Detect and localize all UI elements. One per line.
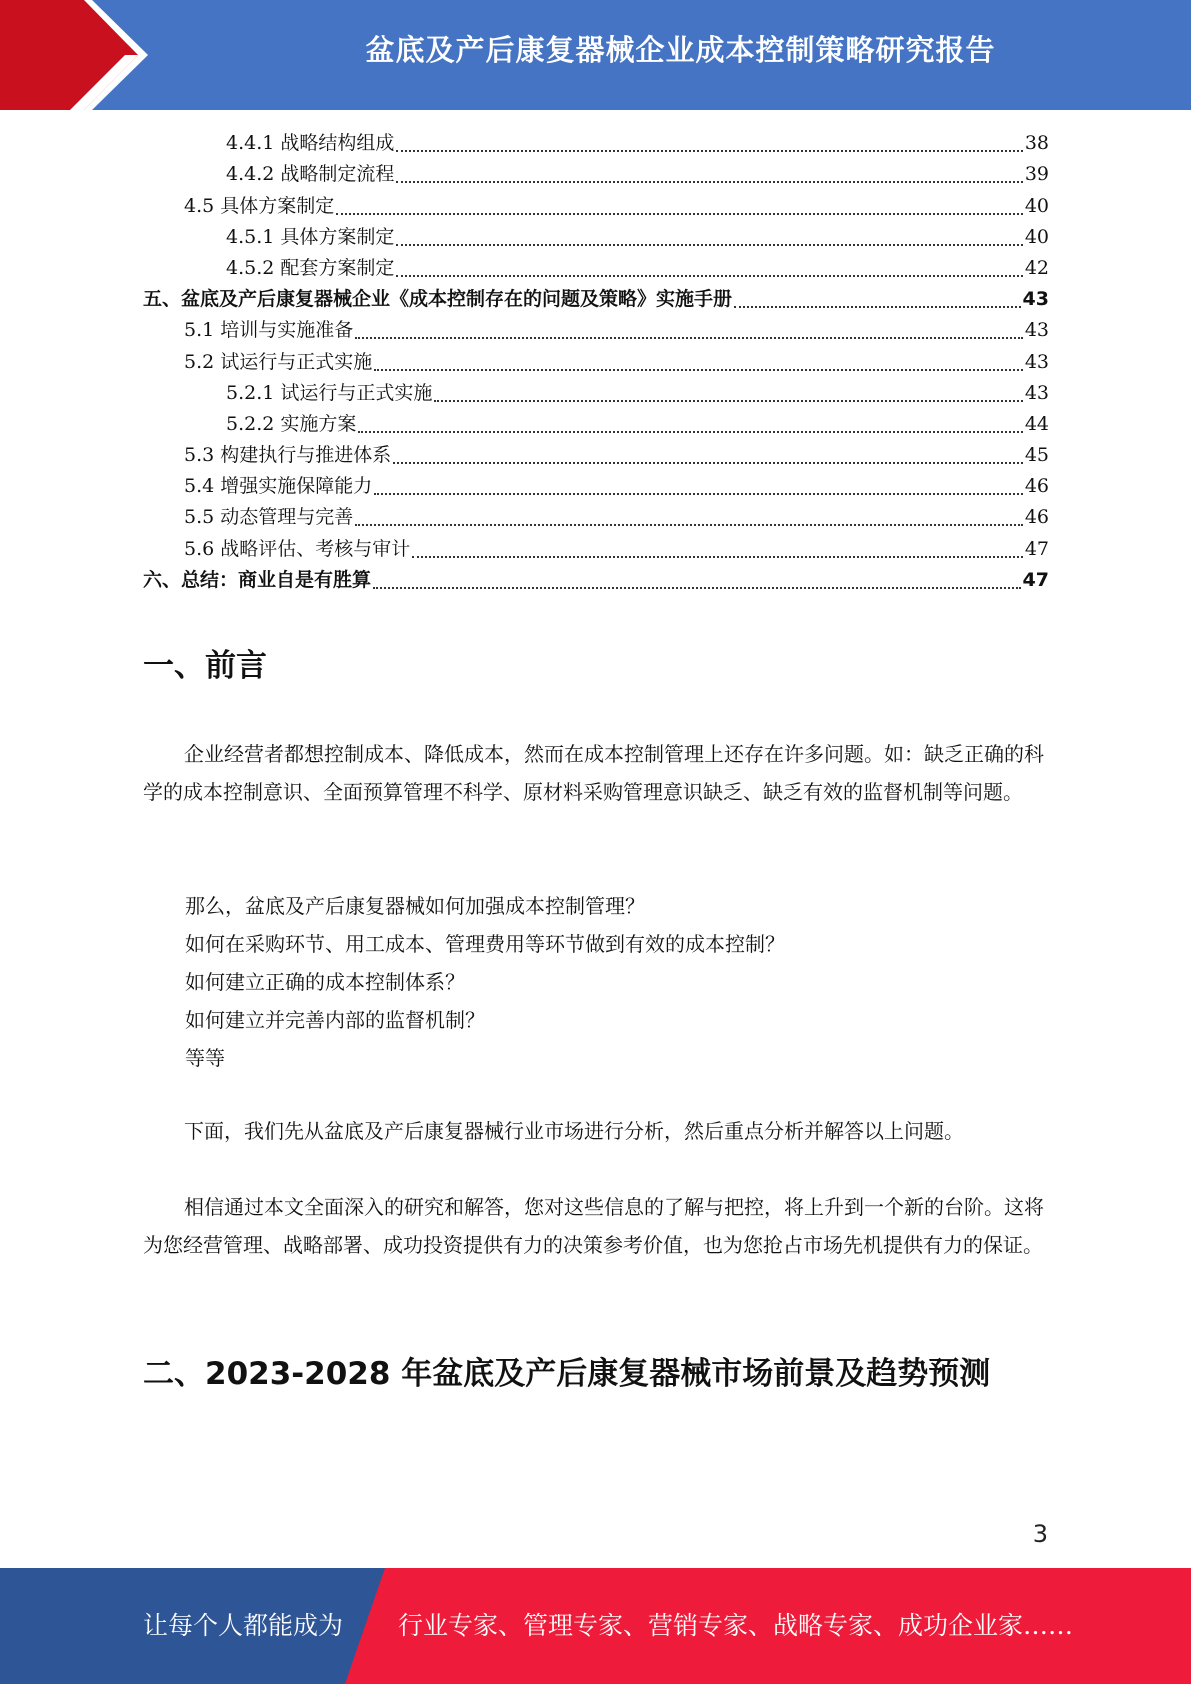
toc-leader-dots [396, 271, 1022, 277]
footer-slogan-left: 让每个人都能成为 [143, 1611, 344, 1640]
toc-leader-dots [393, 458, 1023, 464]
toc-leader-dots [412, 552, 1023, 558]
table-of-contents [143, 128, 1049, 596]
toc-entry-label: 五、盆底及产后康复器械企业《成本控制存在的问题及策略》实施手册 [143, 288, 733, 311]
toc-leader-dots [734, 302, 1021, 308]
question-etc: 等等 [185, 1046, 225, 1070]
toc-entry-page: 46 [1024, 506, 1049, 529]
toc-entry-label: 4.5.2 配套方案制定 [226, 256, 395, 279]
toc-entry-page: 39 [1024, 163, 1049, 186]
toc-entry[interactable] [143, 565, 1049, 596]
toc-entry-label: 5.2 试运行与正式实施 [184, 350, 373, 373]
toc-entry-page: 43 [1024, 381, 1049, 404]
question-2: 如何在采购环节、用工成本、管理费用等环节做到有效的成本控制？ [185, 932, 785, 956]
footer-slogan-right: 行业专家、管理专家、营销专家、战略专家、成功企业家…… [398, 1611, 1074, 1640]
toc-entry-page: 46 [1024, 475, 1049, 498]
toc-leader-dots [396, 240, 1022, 246]
toc-entry-label: 5.2.2 实施方案 [226, 412, 357, 435]
toc-entry-page: 40 [1024, 225, 1049, 248]
preface-paragraph-3: 相信通过本文全面深入的研究和解答，您对这些信息的了解与把控，将上升到一个新的台阶。这将为您经营管理、战略部署、成功投资提供有力的决策参考价值，也为您抢占市场先机提供有力的保证。 [143, 1195, 1044, 1257]
toc-entry-label: 5.3 构建执行与推进体系 [184, 444, 392, 467]
report-title: 盆底及产后康复器械企业成本控制策略研究报告 [365, 33, 996, 67]
toc-entry-label: 六、总结：商业自是有胜算 [143, 568, 372, 591]
page-footer [0, 1568, 1191, 1684]
toc-leader-dots [396, 177, 1022, 183]
toc-entry[interactable] [143, 315, 1049, 346]
toc-entry[interactable] [143, 533, 1049, 564]
page-number: 3 [1032, 1520, 1048, 1548]
toc-leader-dots [336, 209, 1023, 215]
toc-entry-label: 5.4 增强实施保障能力 [184, 475, 373, 498]
question-3: 如何建立正确的成本控制体系？ [185, 970, 465, 994]
section-heading-preface: 一、前言 [143, 648, 267, 684]
toc-leader-dots [373, 583, 1021, 589]
toc-leader-dots [434, 396, 1022, 402]
section-heading-market-forecast: 二、2023-2028 年盆底及产后康复器械市场前景及趋势预测 [143, 1356, 991, 1392]
toc-entry-label: 5.6 战略评估、考核与审计 [184, 537, 411, 560]
toc-entry-label: 4.5.1 具体方案制定 [226, 225, 395, 248]
toc-entry[interactable] [143, 471, 1049, 502]
toc-entry-page: 40 [1024, 194, 1049, 217]
toc-entry[interactable] [143, 159, 1049, 190]
toc-entry[interactable] [143, 346, 1049, 377]
toc-entry-page: 43 [1024, 319, 1049, 342]
toc-entry-page: 45 [1024, 444, 1049, 467]
toc-entry-label: 5.2.1 试运行与正式实施 [226, 381, 433, 404]
toc-leader-dots [358, 427, 1022, 433]
toc-leader-dots [374, 365, 1023, 371]
toc-leader-dots [396, 146, 1022, 152]
toc-entry-page: 47 [1024, 537, 1049, 560]
toc-entry[interactable] [143, 440, 1049, 471]
toc-leader-dots [355, 520, 1023, 526]
page-header [0, 0, 1191, 110]
toc-entry-label: 4.5 具体方案制定 [184, 194, 335, 217]
toc-entry-page: 42 [1024, 256, 1049, 279]
question-1: 那么，盆底及产后康复器械如何加强成本控制管理？ [185, 894, 645, 918]
header-red-chevron [0, 0, 150, 110]
toc-entry-label: 4.4.1 战略结构组成 [226, 132, 395, 155]
question-4: 如何建立并完善内部的监督机制？ [185, 1008, 485, 1032]
preface-paragraph-1: 企业经营者都想控制成本、降低成本，然而在成本控制管理上还存在许多问题。如：缺乏正确的科学的成本控制意识、全面预算管理不科学、原材料采购管理意识缺乏、缺乏有效的监督机制等问题。 [143, 742, 1044, 804]
toc-entry[interactable] [143, 502, 1049, 533]
toc-entry[interactable] [143, 378, 1049, 409]
toc-entry[interactable] [143, 128, 1049, 159]
toc-leader-dots [374, 489, 1023, 495]
toc-entry-page: 38 [1024, 132, 1049, 155]
toc-entry[interactable] [143, 409, 1049, 440]
toc-entry[interactable] [143, 253, 1049, 284]
toc-entry[interactable] [143, 284, 1049, 315]
toc-entry[interactable] [143, 190, 1049, 221]
toc-leader-dots [355, 333, 1023, 339]
toc-entry-label: 5.1 培训与实施准备 [184, 319, 354, 342]
toc-entry-page: 44 [1024, 412, 1049, 435]
preface-paragraph-2: 下面，我们先从盆底及产后康复器械行业市场进行分析，然后重点分析并解答以上问题。 [184, 1119, 964, 1143]
toc-entry-page: 47 [1022, 568, 1049, 591]
toc-entry-label: 4.4.2 战略制定流程 [226, 163, 395, 186]
toc-entry-label: 5.5 动态管理与完善 [184, 506, 354, 529]
toc-entry[interactable] [143, 222, 1049, 253]
toc-entry-page: 43 [1024, 350, 1049, 373]
toc-entry-page: 43 [1022, 288, 1049, 311]
